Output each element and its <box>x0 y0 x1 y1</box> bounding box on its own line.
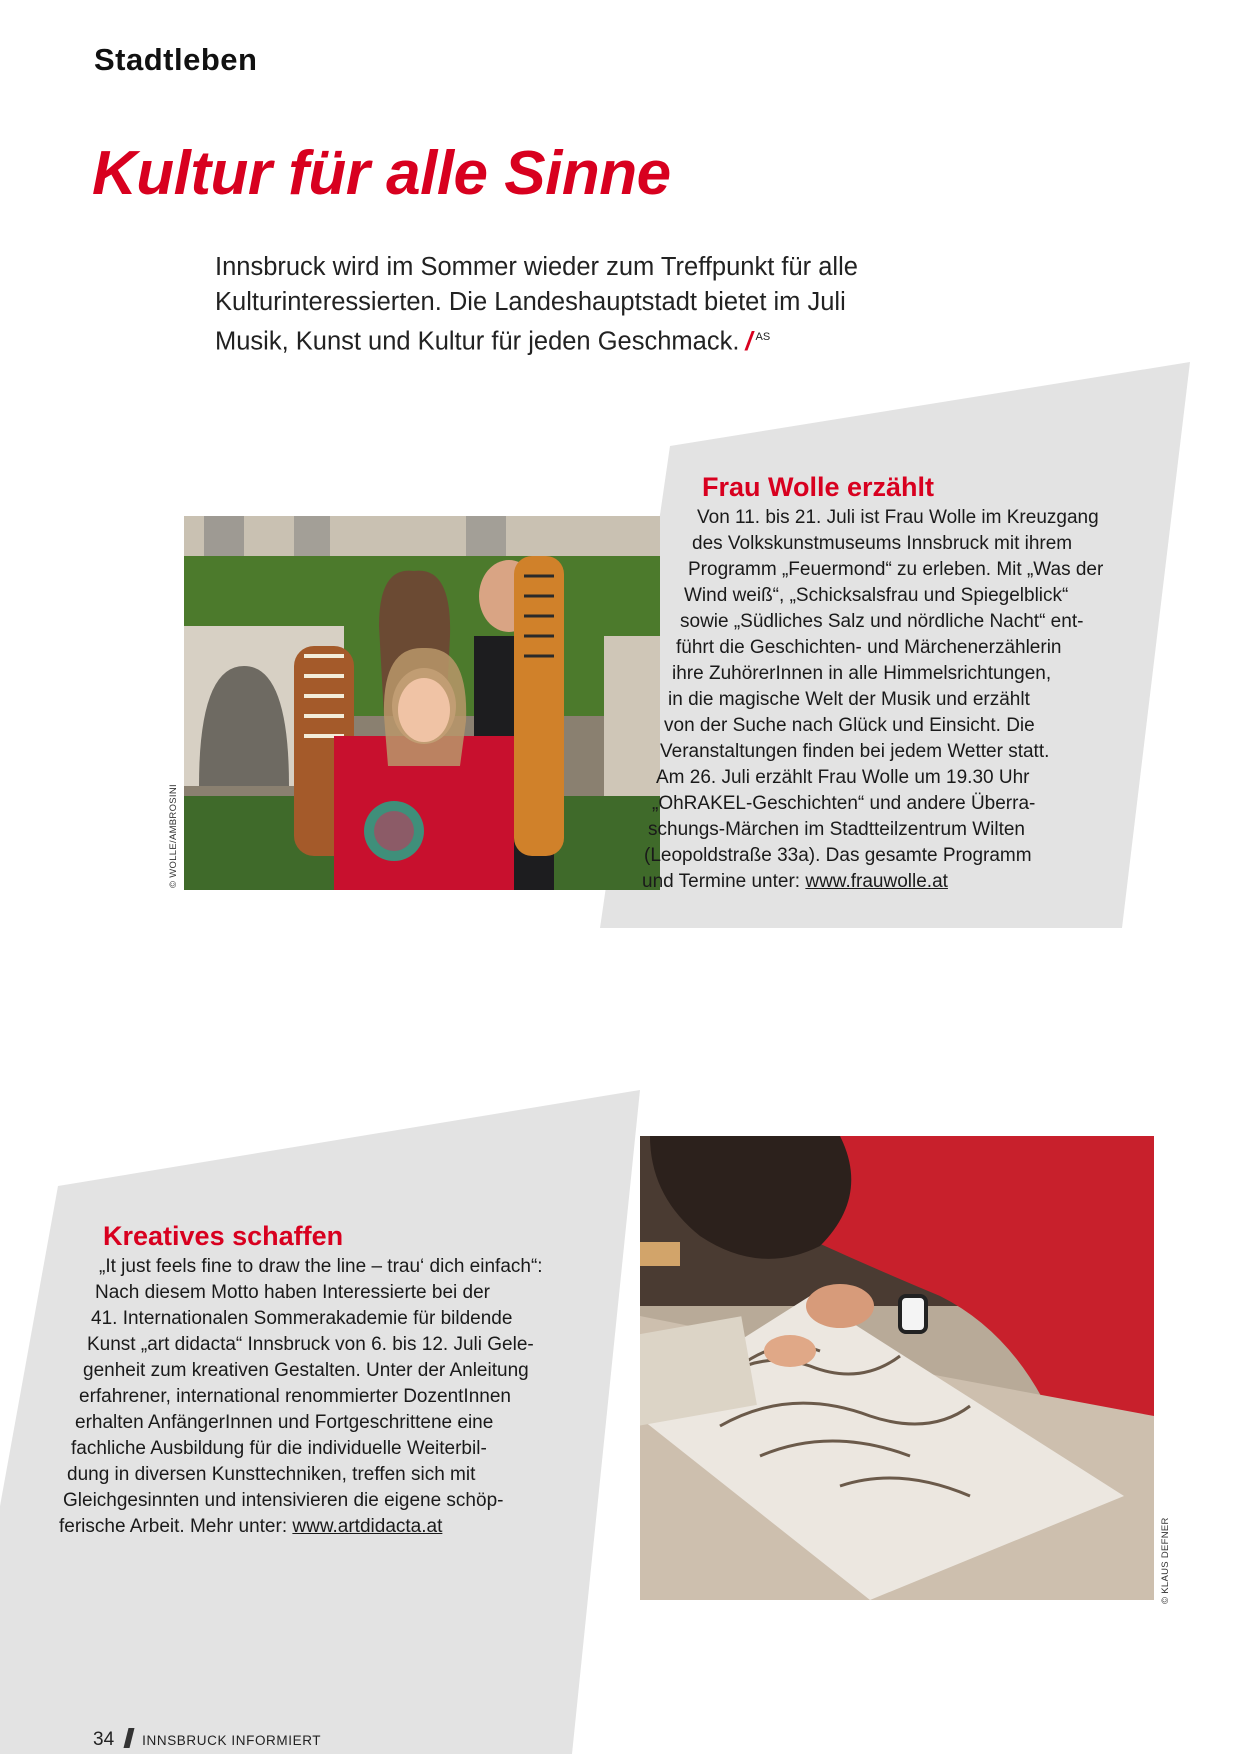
intro-line <box>215 320 915 360</box>
body-line <box>59 1514 442 1540</box>
heading-kreatives: Kreatives schaffen <box>103 1221 344 1251</box>
body-line-text: und Termine unter: <box>642 871 806 892</box>
page-number: 34 <box>93 1729 115 1750</box>
body-line: Programm „Feuermond“ zu erleben. Mit „Was der <box>688 559 1104 580</box>
body-line <box>642 869 948 895</box>
body-line: erhalten AnfängerInnen und Fortgeschrittene eine <box>75 1412 494 1433</box>
publication-name: INNSBRUCK INFORMIERT <box>142 1733 322 1748</box>
photo-frau-wolle <box>184 516 660 890</box>
author-initials: AS <box>755 331 771 343</box>
page-footer <box>93 1728 321 1751</box>
link-artdidacta[interactable]: www.artdidacta.at <box>292 1516 443 1537</box>
body-line: dung in diversen Kunsttechniken, treffen sich mit <box>67 1464 476 1485</box>
body-line: Von 11. bis 21. Juli ist Frau Wolle im Kreuzgang <box>697 507 1099 528</box>
body-line: fachliche Ausbildung für die individuelle Weiterbil- <box>71 1438 487 1459</box>
footer-slash-icon <box>124 1728 135 1748</box>
intro-text <box>215 250 915 360</box>
body-line: des Volkskunstmuseums Innsbruck mit ihrem <box>692 533 1073 554</box>
link-frauwolle[interactable]: www.frauwolle.at <box>805 871 948 892</box>
red-slash-icon: / <box>745 327 753 356</box>
body-line: Veranstaltungen finden bei jedem Wetter statt. <box>660 741 1050 762</box>
body-line: führt die Geschichten- und Märchenerzählerin <box>676 637 1062 658</box>
photo-credit-frau-wolle: © WOLLE/AMBROSINI <box>168 784 179 888</box>
body-line-text: ferische Arbeit. Mehr unter: <box>59 1516 293 1537</box>
body-line: 41. Internationalen Sommerakademie für bildende <box>91 1308 513 1329</box>
section-label: Stadtleben <box>94 42 258 77</box>
linocut-illustration <box>640 1136 1154 1600</box>
body-line: in die magische Welt der Musik und erzählt <box>668 689 1030 710</box>
body-line: ihre ZuhörerInnen in alle Himmelsrichtungen, <box>672 663 1052 684</box>
body-line: Kunst „art didacta“ Innsbruck von 6. bis 12. Juli Gele- <box>87 1334 534 1355</box>
body-line: genheit zum kreativen Gestalten. Unter der Anleitung <box>83 1360 529 1381</box>
body-line: Nach diesem Motto haben Interessierte bei der <box>95 1282 490 1303</box>
body-line: schungs-Märchen im Stadtteilzentrum Wilten <box>648 819 1025 840</box>
intro-line-text: Musik, Kunst und Kultur für jeden Geschmack. <box>215 327 740 356</box>
page-title: Kultur für alle Sinne <box>92 139 671 208</box>
intro-line: Innsbruck wird im Sommer wieder zum Treffpunkt für alle <box>215 253 858 281</box>
body-line: von der Suche nach Glück und Einsicht. Die <box>664 715 1035 736</box>
musicians-illustration <box>184 516 660 890</box>
heading-frau-wolle: Frau Wolle erzählt <box>702 472 935 502</box>
body-line: sowie „Südliches Salz und nördliche Nacht“ ent- <box>680 611 1084 632</box>
body-line: Wind weiß“, „Schicksalsfrau und Spiegelblick“ <box>684 585 1069 606</box>
photo-credit-kreatives: © KLAUS DEFNER <box>1160 1517 1171 1604</box>
body-line: Am 26. Juli erzählt Frau Wolle um 19.30 Uhr <box>656 767 1030 788</box>
photo-kreatives <box>640 1136 1154 1600</box>
body-line: (Leopoldstraße 33a). Das gesamte Programm <box>644 845 1032 866</box>
body-line: erfahrener, international renommierter DozentInnen <box>79 1386 511 1407</box>
body-line: „It just feels fine to draw the line – trau‘ dich einfach“: <box>99 1256 543 1277</box>
body-line: „OhRAKEL-Geschichten“ und andere Überra- <box>652 793 1036 814</box>
intro-line: Kulturinteressierten. Die Landeshauptstadt bietet im Juli <box>215 288 846 316</box>
body-line: Gleichgesinnten und intensivieren die eigene schöp- <box>63 1490 504 1511</box>
